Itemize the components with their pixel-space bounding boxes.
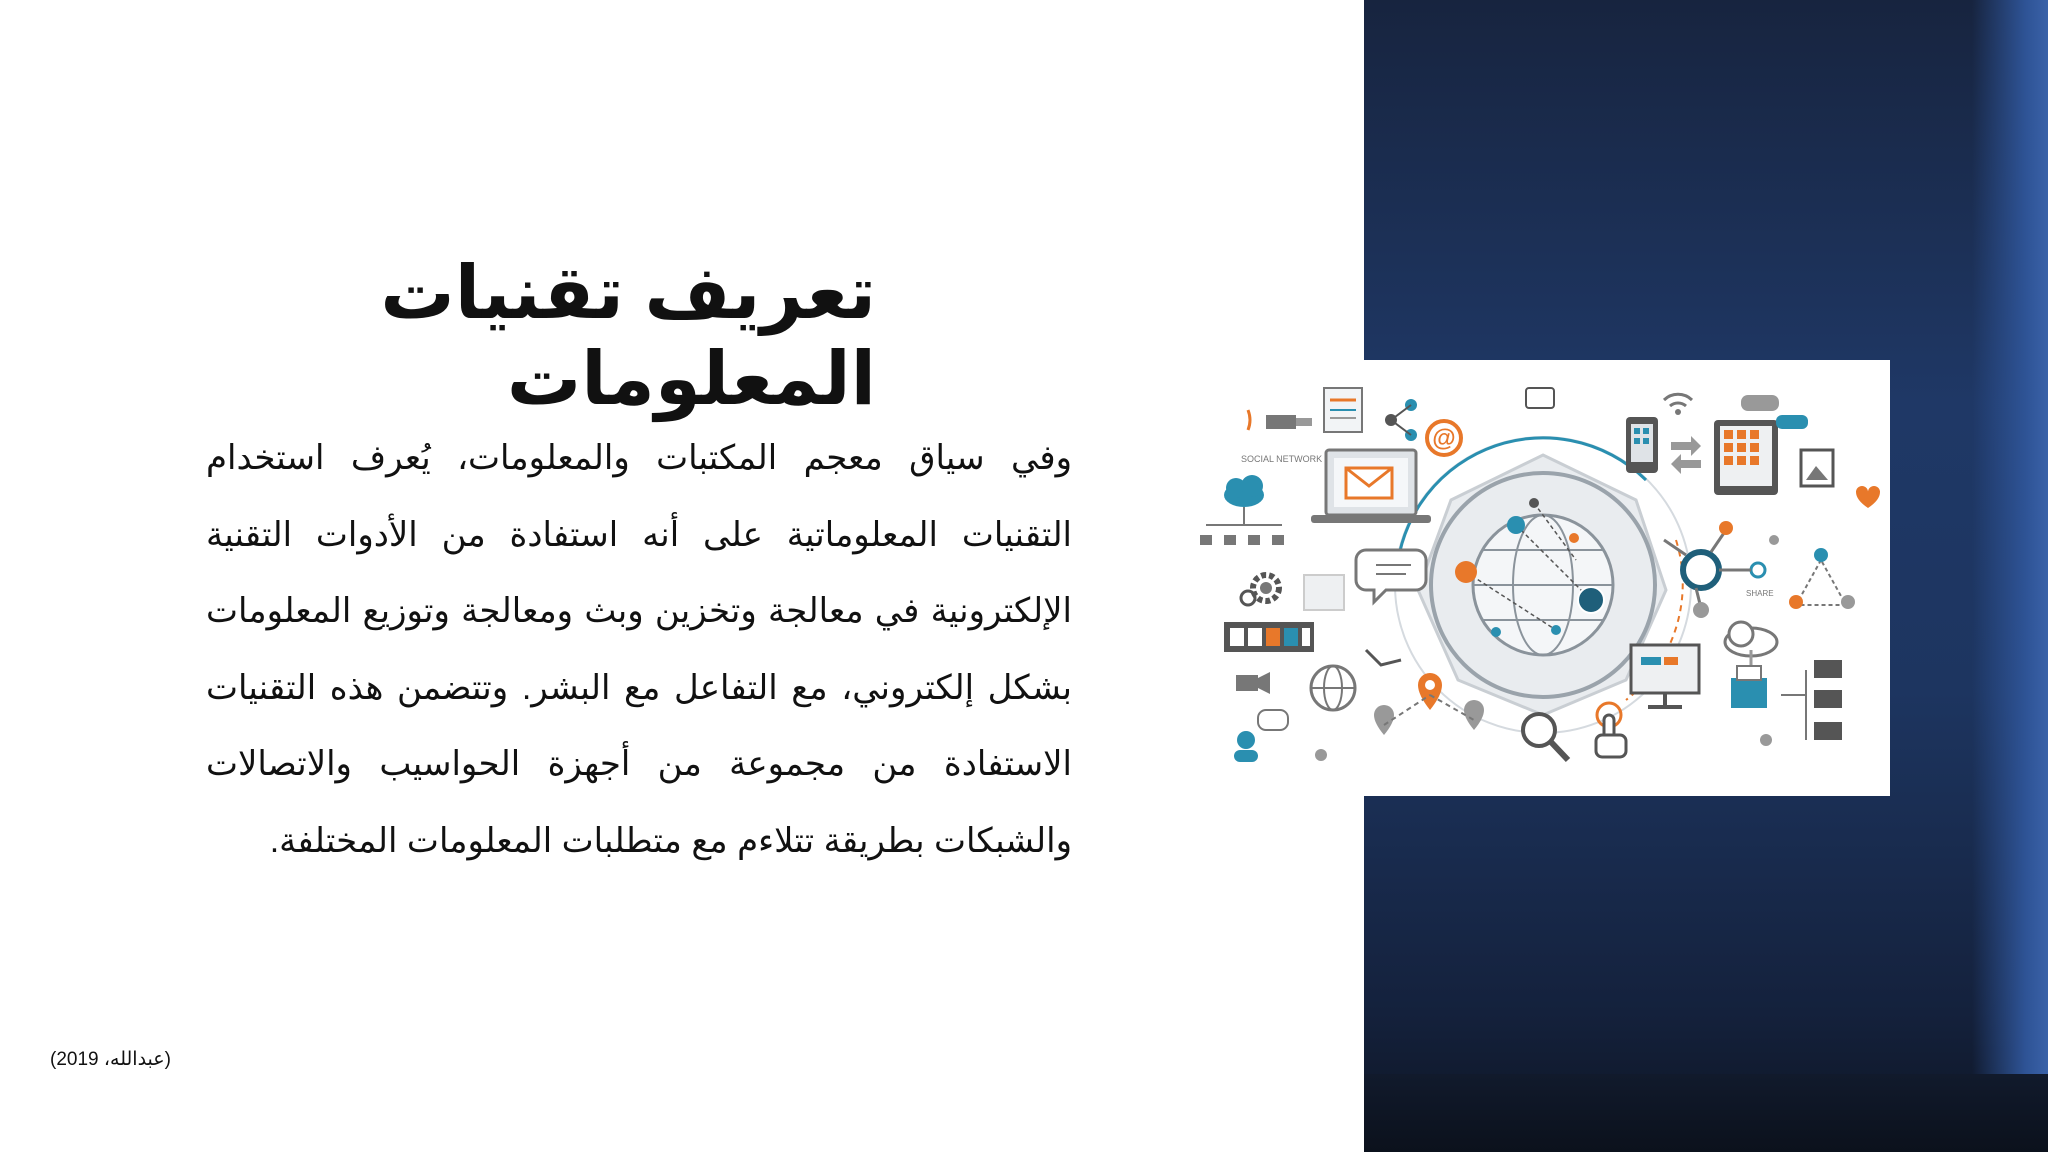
svg-text:@: @: [1432, 425, 1456, 452]
chat-avatar-icon: [1234, 710, 1288, 762]
video-camera-icon: [1236, 672, 1270, 694]
share-nodes-icon: [1385, 399, 1417, 441]
printer-icon: [1731, 666, 1767, 708]
wifi-icon: [1664, 394, 1692, 415]
image-frame-icon: [1801, 450, 1833, 486]
cloud-upload-icon: [1725, 622, 1777, 665]
citation: (عبدالله، 2019): [50, 1049, 171, 1070]
laptop-mail-icon: [1311, 450, 1431, 523]
slide-body-text: وفي سياق معجم المكتبات والمعلومات، يُعرف استخدام التقنيات المعلوماتية على أنه استفادة من الأدوات التقنية الإلكترونية في معالجة وتخزين وبث ومعالجة وتوزيع المعلومات بشكل إلكتروني، مع التفاعل مع البشر. وتتضمن هذه التقنيات الاستفادة من مجموعة من أجهزة الحواسيب والاتصالات والشبكات بطريقة تتلاءم مع متطلبات المعلومات المختلفة.: [206, 439, 1072, 860]
network-hub-icon: [1664, 521, 1765, 618]
usb-plug-icon: [1248, 410, 1312, 430]
cloud-icon: [1200, 475, 1284, 545]
document-icon: [1324, 388, 1362, 432]
world-icon: [1311, 666, 1355, 710]
folder-tree-icon: [1781, 660, 1842, 740]
dot-decor: [1315, 749, 1327, 761]
it-illustration-graphic: [1196, 360, 1890, 796]
social-network-label: SOCIAL NETWORK: [1241, 454, 1323, 464]
it-illustration: [1196, 360, 1890, 796]
monitor-icon: [1631, 645, 1699, 707]
people-network-icon: [1789, 548, 1855, 609]
slide-title: تعريف تقنيات المعلومات: [380, 251, 876, 420]
panel-edge: [1972, 0, 2048, 1152]
panel-shape: [1304, 575, 1344, 610]
share-label: SHARE: [1746, 589, 1774, 598]
panel-bottom-band: [1364, 1074, 2048, 1152]
hand-pointer-icon: [1596, 703, 1626, 757]
magnifier-icon: [1523, 714, 1568, 760]
dot-decor: [1760, 734, 1772, 746]
sync-arrows-icon: [1671, 436, 1701, 474]
dot-decor: [1769, 535, 1779, 545]
film-strip-icon: [1224, 622, 1314, 652]
tablet-grid-icon: [1714, 420, 1778, 495]
gear-icon: [1241, 575, 1279, 605]
smartphone-icon: [1626, 417, 1658, 473]
speech-bubble-icon: [1356, 550, 1426, 602]
at-sign-icon: [1427, 421, 1461, 455]
heart-icon: [1856, 486, 1880, 508]
